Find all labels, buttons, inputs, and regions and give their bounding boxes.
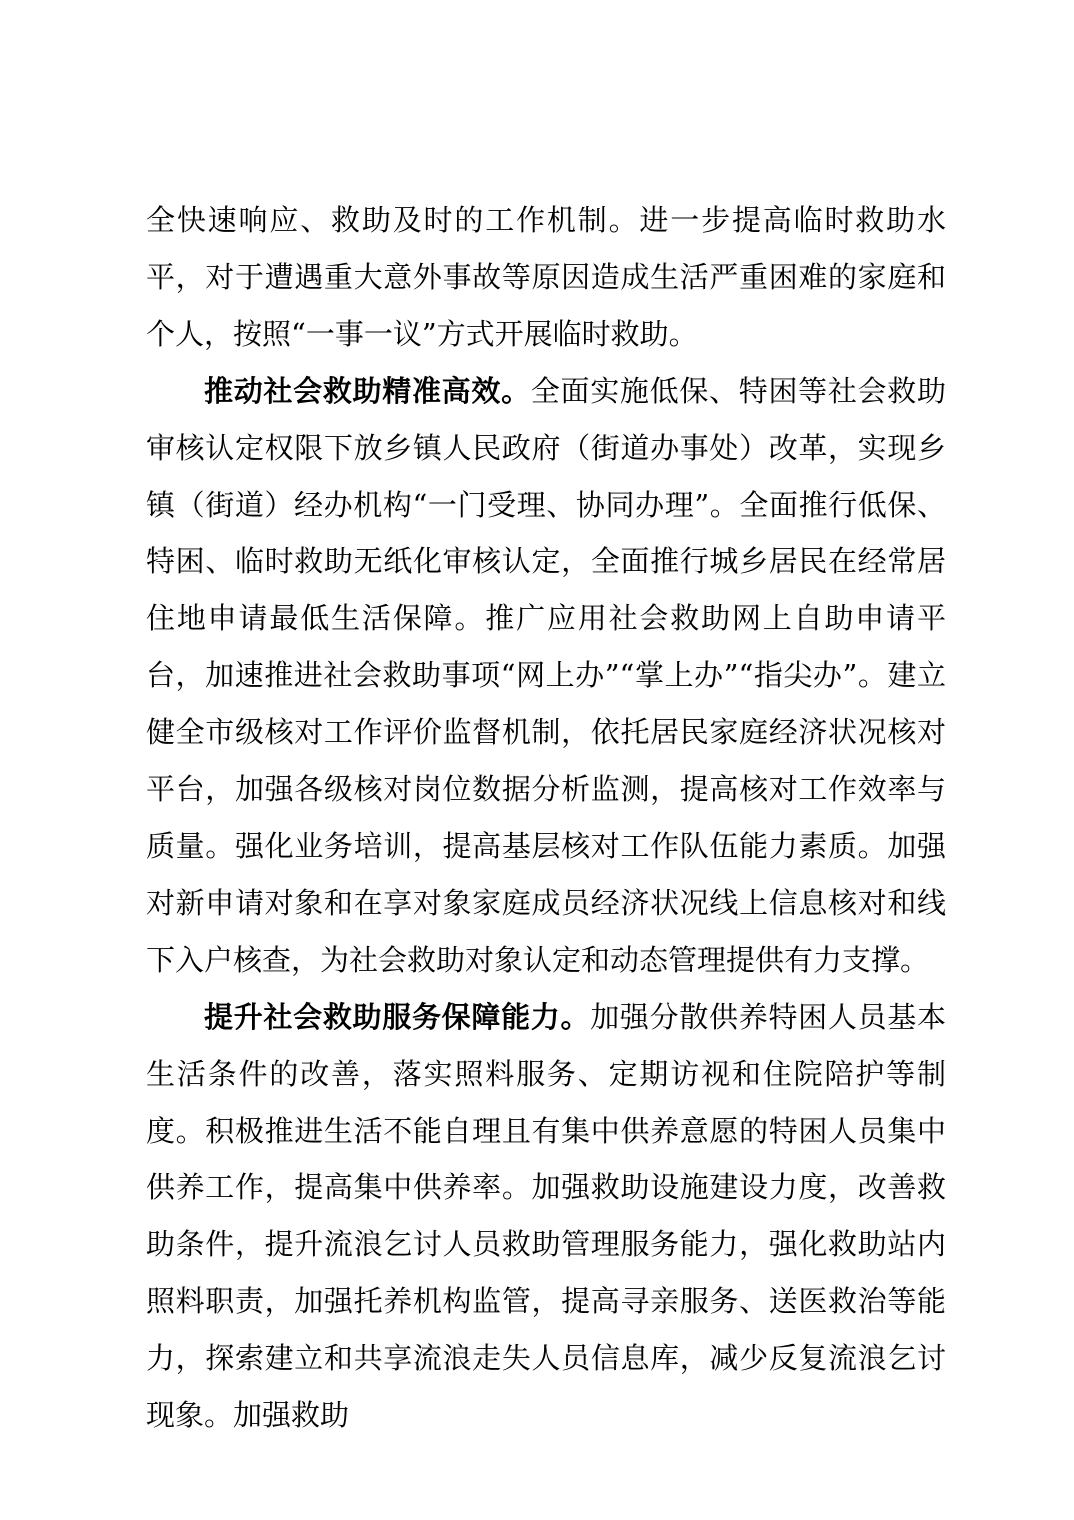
- paragraph-heading: 提升社会救助服务保障能力。: [204, 999, 591, 1034]
- paragraph-text: 全快速响应、救助及时的工作机制。进一步提高临时救助水平，对于遭遇重大意外事故等原因造成生活严重困难的家庭和个人，按照“一事一议”方式开展临时救助。: [146, 203, 946, 351]
- paragraph-precise-efficient-assistance: [146, 363, 946, 989]
- paragraph-text: 加强分散供养特困人员基本生活条件的改善，落实照料服务、定期访视和住院陪护等制度。积极推进生活不能自理且有集中供养意愿的特困人员集中供养工作，提高集中供养率。加强救助设施建设力度，改善救助条件，提升流浪乞讨人员救助管理服务能力，强化救助站内照料职责，加强托养机构监管，提高寻亲服务、送医救治等能力，探索建立和共享流浪走失人员信息库，减少反复流浪乞讨现象。加强救助: [146, 999, 946, 1433]
- paragraph-text: 全面实施低保、特困等社会救助审核认定权限下放乡镇人民政府（街道办事处）改革，实现乡镇（街道）经办机构“一门受理、协同办理”。全面推行低保、特困、临时救助无纸化审核认定，全面推行城乡居民在经常居住地申请最低生活保障。推广应用社会救助网上自助申请平台，加速推进社会救助事项“网上办”“掌上办”“指尖办”。建立健全市级核对工作评价监督机制，依托居民家庭经济状况核对平台，加强各级核对岗位数据分析监测，提高核对工作效率与质量。强化业务培训，提高基层核对工作队伍能力素质。加强对新申请对象和在享对象家庭成员经济状况线上信息核对和线下入户核查，为社会救助对象认定和动态管理提供有力支撑。: [146, 373, 946, 977]
- paragraph-continuation: [146, 192, 946, 363]
- paragraph-heading: 推动社会救助精准高效。: [204, 373, 531, 408]
- paragraph-service-capacity: [146, 989, 946, 1444]
- body-text: [146, 192, 946, 1444]
